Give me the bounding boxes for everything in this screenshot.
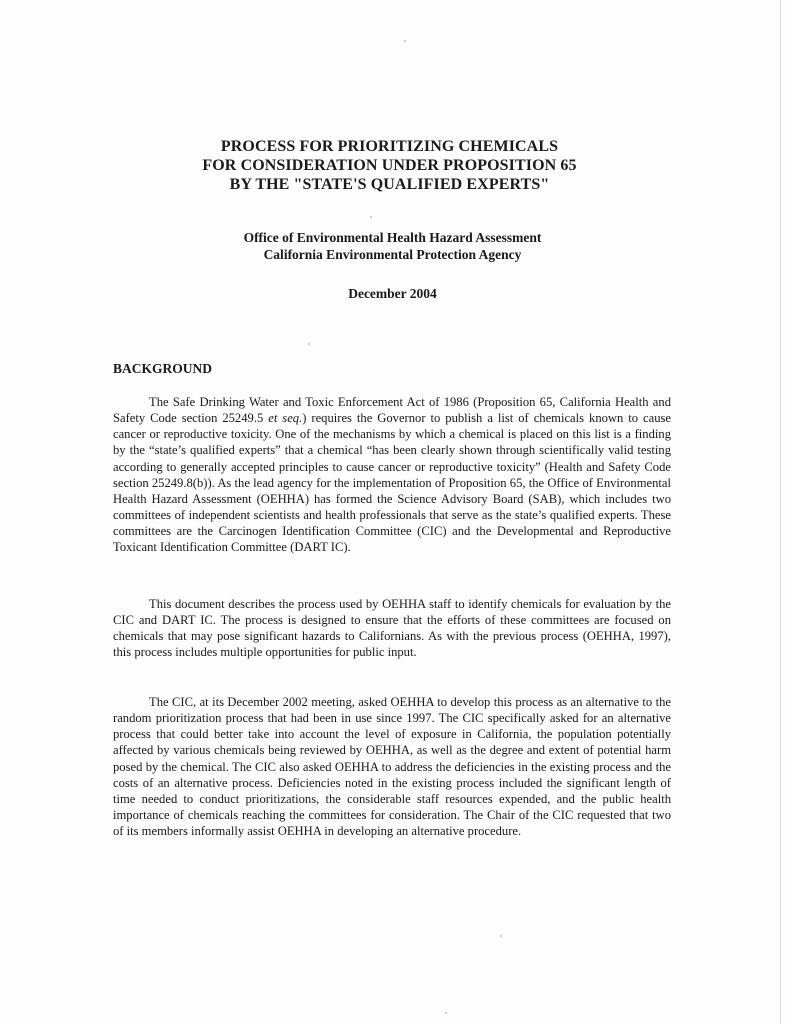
paragraph-1-italic: et seq. xyxy=(268,411,303,426)
background-paragraph-3 xyxy=(113,694,671,839)
paragraph-3-text: The CIC, at its December 2002 meeting, asked OEHHA to develop this process as an alternative to the random prioritization process that had been in use since 1997. The CIC specifically asked for an alternative process that could better take into account the level of exposure in California, the population potentially affected by various chemicals being reviewed by OEHHA, as well as the degree and extent of potential harm posed by the chemical. The CIC also asked OEHHA to address the deficiencies in the existing process and the costs of an alternative process. Deficiencies noted in the existing process included the significant length of time needed to conduct prioritizations, the considerable staff resources expended, and the public health importance of chemicals reaching the committees for consideration. The Chair of the CIC requested that two of its members informally assist OEHHA in developing an alternative procedure. xyxy=(113,695,671,839)
title-line-2: FOR CONSIDERATION UNDER PROPOSITION 65 xyxy=(202,157,577,174)
background-paragraph-1 xyxy=(113,394,671,556)
scan-speck xyxy=(445,1012,447,1014)
scan-speck xyxy=(370,216,372,218)
paragraph-1-text-a: The Safe Drinking Water and Toxic Enforcement Act of 1986 (Proposition 65, California Health and Safety Code section 25249.5 xyxy=(113,395,671,426)
title-line-1: PROCESS FOR PRIORITIZING CHEMICALS xyxy=(220,138,559,155)
paragraph-1-text-b: ) requires the Governor to publish a list of chemicals known to cause cancer or reproductive toxicity. One of the mechanisms by which a chemical is placed on this list is a finding by the “state’s qualified experts” that a chemical “has been clearly shown through scientifically valid testing according to generally accepted principles to cause cancer or reproductive toxicity” (Health and Safety Code section 25249.8(b)). As the lead agency for the implementation of Proposition 65, the Office of Environmental Health Hazard Assessment (OEHHA) has formed the Science Advisory Board (SAB), which includes two committees of independent scientists and health professionals that serve as the state’s qualified experts. These committees are the Carcinogen Identification Committee (CIC) and the Developmental and Reproductive Toxicant Identification Committee (DART IC). xyxy=(113,411,671,555)
section-heading-background: BACKGROUND xyxy=(113,361,213,376)
background-paragraph-2 xyxy=(113,596,671,661)
scan-speck xyxy=(500,935,502,937)
organization-agency: California Environmental Protection Agency xyxy=(263,247,522,262)
paragraph-2-text: This document describes the process used by OEHHA staff to identify chemicals for evaluation by the CIC and DART IC. The process is designed to ensure that the efforts of these committees are focused on chemicals that may pose significant hazards to Californians. As with the previous process (OEHHA, 1997), this process includes multiple opportunities for public input. xyxy=(113,597,671,660)
document-date: December 2004 xyxy=(348,286,437,301)
scan-speck xyxy=(404,40,406,42)
organization-office: Office of Environmental Health Hazard Assessment xyxy=(243,230,542,245)
document-title xyxy=(0,137,791,194)
title-line-3: BY THE "STATE'S QUALIFIED EXPERTS" xyxy=(229,176,550,193)
scan-speck xyxy=(308,343,310,345)
organization-block xyxy=(0,229,791,263)
